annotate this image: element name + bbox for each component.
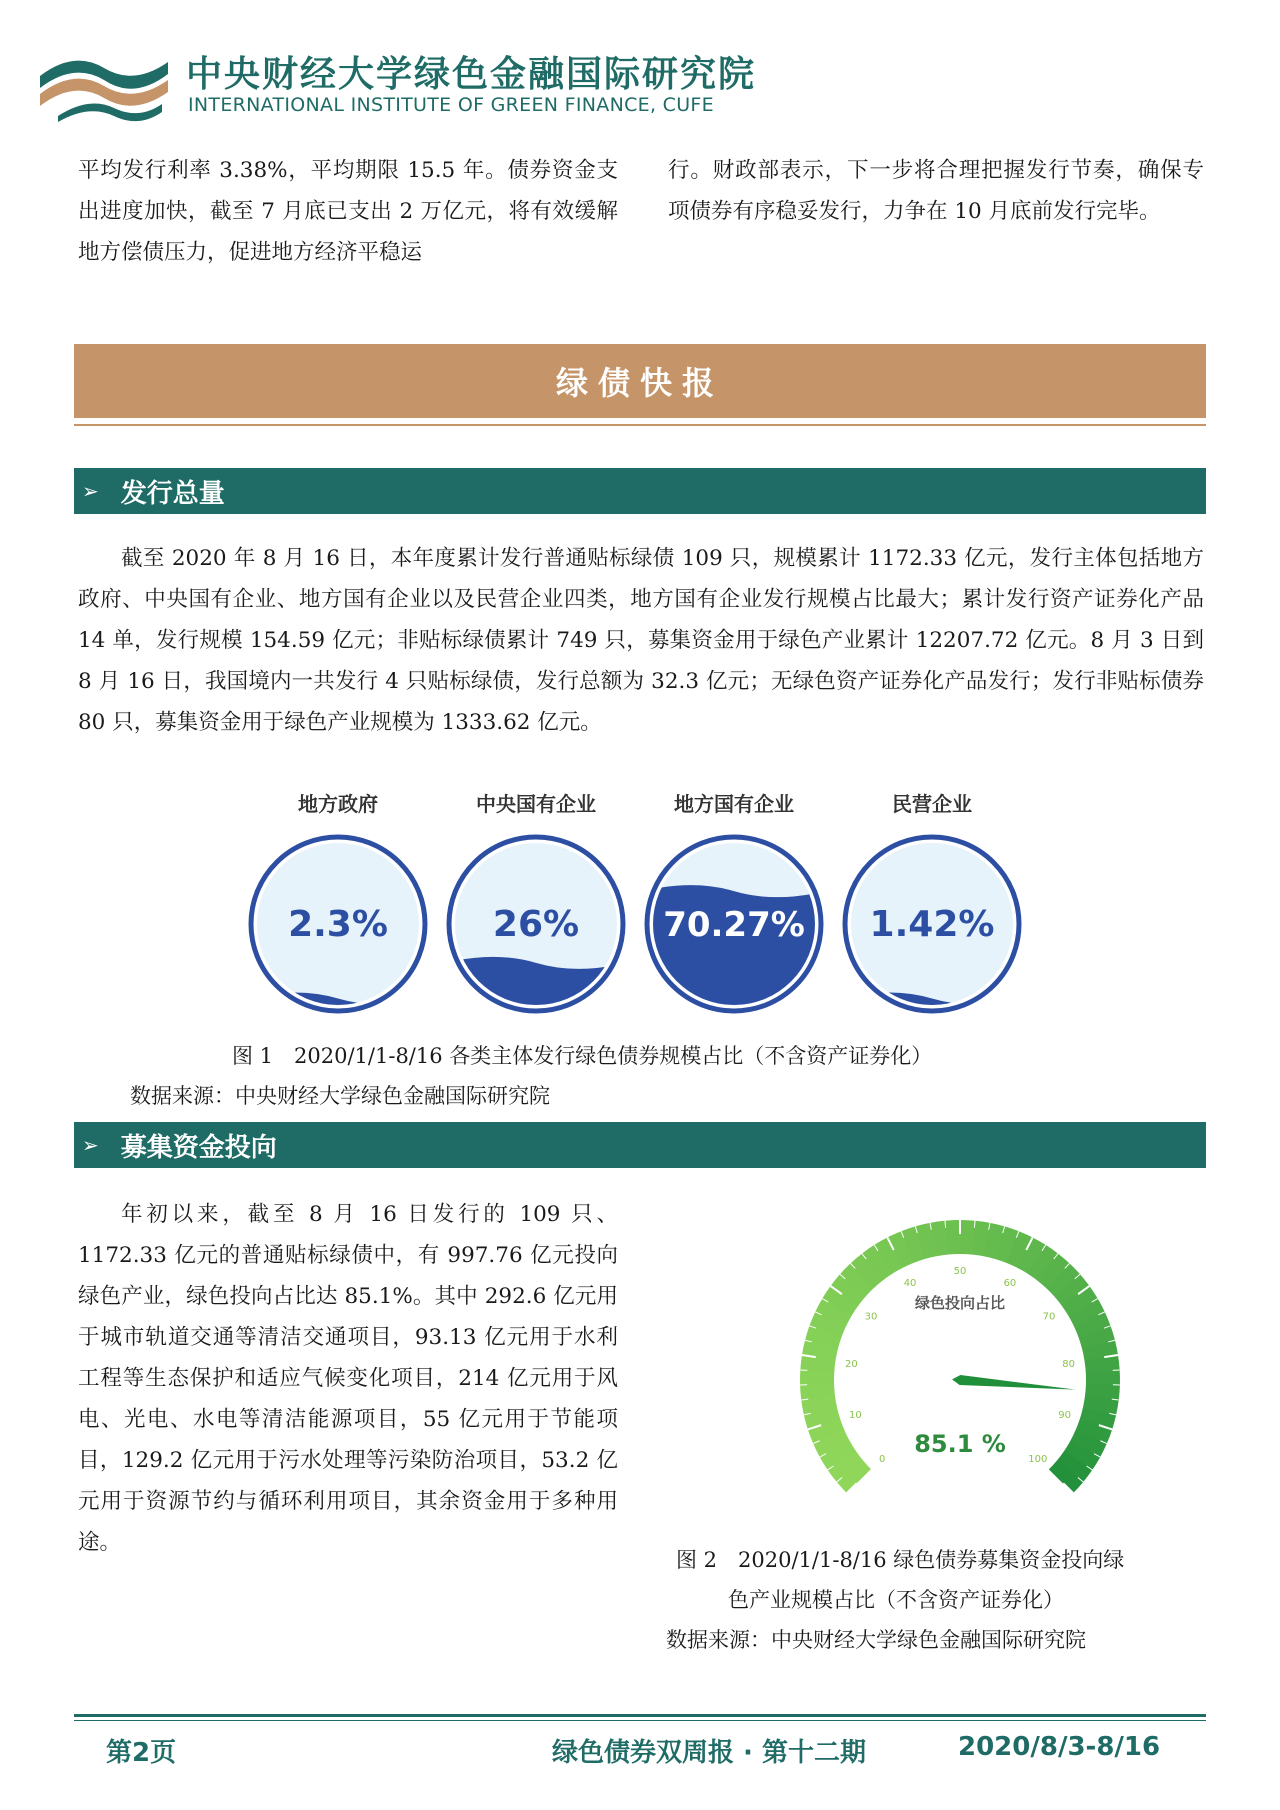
liquid-circle [246, 832, 430, 1016]
footer-divider-thin [74, 1720, 1206, 1721]
figure1-source: 数据来源：中央财经大学绿色金融国际研究院 [130, 1084, 550, 1108]
section-issuance-title: 发行总量 [120, 478, 225, 509]
figure-issuer-share [248, 788, 1038, 1028]
gauge-value-label: 85.1 % [914, 1430, 1006, 1458]
figure2-caption-line2: 色产业规模占比（不含资产证券化） [728, 1588, 1064, 1612]
gauge-tick-label: 40 [903, 1277, 917, 1289]
gauge-tick-label: 20 [844, 1358, 858, 1370]
gauge-needle [952, 1375, 1076, 1390]
gauge-tick-label: 50 [953, 1266, 967, 1277]
circle-label: 地方政府 [298, 792, 378, 816]
arrow-icon: ➢ [82, 1133, 99, 1157]
institute-name-cn: 中央财经大学绿色金融国际研究院 [186, 54, 757, 95]
figure2-source: 数据来源：中央财经大学绿色金融国际研究院 [666, 1628, 1086, 1652]
gauge-tick-label: 80 [1062, 1358, 1076, 1370]
gauge-band-segment [800, 1370, 834, 1385]
figure-green-share-gauge [790, 1210, 1130, 1510]
gauge-band-segment [1086, 1370, 1120, 1385]
liquid-circle [840, 832, 1024, 1016]
issuance-paragraph: 截至 2020 年 8 月 16 日，本年度累计发行普通贴标绿债 109 只，规模累计 1172.33 亿元，发行主体包括地方政府、中央国有企业、地方国有企业以及民营企业四类，地方国有企业发行规模占比最大；累计发行资产证券化产品 14 单，发行规模 154.59 亿元；非贴标绿债累计 749 只，募集资金用于绿色产业累计 12207.72 亿元。8 月 3 日到 8 月 16 日，我国境内一共发行 4 只贴标绿债，发行总额为 32.3 亿元；无绿色资产证券化产品发行；发行非贴标债券 80 只，募集资金用于绿色产业规模为 1333.62 亿元。 [78, 546, 1204, 735]
gauge-tick [945, 1221, 946, 1228]
figure1-caption: 图 1 2020/1/1-8/16 各类主体发行绿色债券规模占比（不含资产证券化） [232, 1044, 933, 1068]
circle-label: 中央国有企业 [476, 792, 596, 816]
section-use-of-proceeds-header [74, 1122, 1206, 1168]
figure2-caption-line1: 图 2 2020/1/1-8/16 绿色债券募集资金投向绿 [676, 1548, 1125, 1572]
circle-value-label: 1.42% [869, 904, 995, 945]
footer-divider [74, 1714, 1206, 1717]
gauge-tick-label: 70 [1042, 1311, 1056, 1323]
intro-right-column: 行。财政部表示，下一步将合理把握发行节奏，确保专项债券有序稳妥发行，力争在 10 月底前发行完毕。 [668, 158, 1204, 224]
institute-name-en: INTERNATIONAL INSTITUTE OF GREEN FINANCE, CUFE [188, 94, 714, 116]
banner-divider [74, 424, 1206, 426]
institute-logo [34, 46, 174, 126]
liquid-circle [444, 832, 628, 1016]
circle-label: 地方国有企业 [674, 792, 794, 816]
footer-page-number: 第2页 [106, 1738, 177, 1768]
gauge-tick-label: 30 [864, 1311, 878, 1323]
arrow-icon: ➢ [82, 479, 99, 503]
intro-left-column: 平均发行利率 3.38%，平均期限 15.5 年。债券资金支出进度加快，截至 7 月底已支出 2 万亿元，将有效缓解地方偿债压力，促进地方经济平稳运 [78, 158, 618, 265]
section-banner: 绿债快报 [74, 344, 1206, 418]
circle-value-label: 26% [492, 904, 580, 945]
gauge-tick-label: 10 [849, 1409, 862, 1421]
circle-value-label: 70.27% [663, 905, 805, 945]
circle-label: 民营企业 [892, 792, 972, 816]
gauge-title: 绿色投向占比 [914, 1294, 1006, 1312]
gauge-tick-label: 90 [1058, 1409, 1071, 1421]
liquid-circle [642, 832, 826, 1016]
footer-publication: 绿色债券双周报 · 第十二期 [552, 1738, 866, 1768]
circle-value-label: 2.3% [288, 904, 388, 945]
gauge-tick [974, 1221, 975, 1228]
use-of-proceeds-paragraph: 年初以来，截至 8 月 16 日发行的 109 只、1172.33 亿元的普通贴标绿债中，有 997.76 亿元投向绿色产业，绿色投向占比达 85.1%。其中 292.6 亿元用于城市轨道交通等清洁交通项目，93.13 亿元用于水利工程等生态保护和适应气候变化项目，214 亿元用于风电、光电、水电等清洁能源项目，55 亿元用于节能项目，129.2 亿元用于污水处理等污染防治项目，53.2 亿元用于资源节约与循环利用项目，其余资金用于多种用途。 [78, 1202, 618, 1555]
section-issuance-header [74, 468, 1206, 514]
gauge-tick-label: 0 [879, 1453, 886, 1465]
gauge-tick-label: 100 [1028, 1453, 1048, 1465]
gauge-tick-label: 60 [1003, 1277, 1017, 1289]
footer-date: 2020/8/3-8/16 [958, 1732, 1161, 1762]
section-use-of-proceeds-title: 募集资金投向 [120, 1132, 277, 1163]
